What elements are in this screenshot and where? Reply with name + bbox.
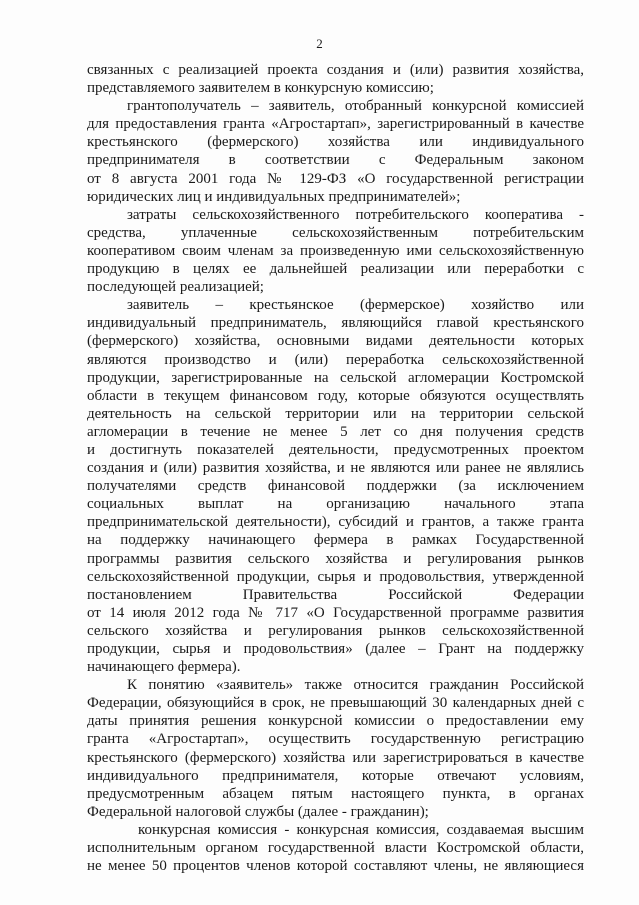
text-line: связанных с реализацией проекта создания и (или) развития хозяйства, [87, 62, 584, 78]
text-line: социальных выплат на организацию начального этапа [87, 496, 584, 513]
text-line: для предоставления гранта «Агростартап», зарегистрированный в качестве [87, 116, 584, 133]
text-line: являются производство и (или) переработка сельскохозяйственной [87, 351, 584, 368]
text-line: исполнительным органом государственной власти Костромской области, [87, 840, 584, 857]
text-line: продукции, сырья и продовольствия» (далее – Грант на поддержку [87, 641, 584, 657]
text-line: сельскохозяйственной продукции, сырья и продовольствия, утвержденной [87, 568, 584, 585]
text-line: грантополучатель – заявитель, отобранный конкурсной комиссией [127, 98, 584, 115]
text-line: индивидуального предпринимателя, которые отвечают условиям, [87, 767, 584, 784]
text-line: от 8 августа 2001 года № 129-ФЗ «О государственной регистрации [87, 170, 584, 187]
text-line: продукции, зарегистрированные на сельской агломерации Костромской [87, 369, 584, 386]
text-line: К понятию «заявитель» также относится гражданин Российской [127, 677, 584, 694]
text-line: индивидуальный предприниматель, являющийся главой крестьянского [87, 315, 584, 332]
text-line: деятельность на сельской территории или на территории сельской [87, 405, 584, 422]
text-line: гранта «Агростартап», осуществить государственную регистрацию [87, 731, 584, 748]
page-number: 2 [316, 36, 323, 51]
text-line: предпринимательской деятельности), субсидий и грантов, а также гранта [87, 514, 584, 531]
text-line: крестьянского (фермерского) хозяйства или индивидуального [87, 134, 584, 151]
text-line: на поддержку начинающего фермера в рамках Государственной [87, 532, 584, 549]
text-line: программы развития сельского хозяйства и регулирования рынков [87, 550, 584, 567]
text-line: юридических лиц и индивидуальных предпринимателей»; [87, 188, 461, 205]
text-line: области в текущем финансовом году, которые обязуются осуществлять [87, 387, 584, 404]
text-line: сельского хозяйства и регулирования рынков сельскохозяйственной [87, 622, 584, 639]
text-line: создания и (или) развития хозяйства, и не являются или ранее не являлись [87, 460, 584, 477]
text-line: даты принятия решения конкурсной комиссии о предоставлении ему [87, 713, 584, 730]
text-line: заявитель – крестьянское (фермерское) хозяйство или [127, 297, 584, 314]
text-line: получателями средств финансовой поддержки (за исключением [87, 478, 584, 495]
text-line: агломерации в течение не менее 5 лет со дня получения средств [87, 423, 584, 440]
text-line: предпринимателя в соответствии с Федеральным законом [87, 152, 584, 169]
text-line: не менее 50 процентов членов которой составляют члены, не являющиеся [87, 858, 584, 875]
text-line: (фермерского) хозяйства, основными видами деятельности которых [87, 333, 584, 350]
text-line: затраты сельскохозяйственного потребительского кооператива - [127, 206, 584, 223]
text-line: от 14 июля 2012 года № 717 «О Государственной программе развития [87, 604, 584, 621]
text-line: крестьянского (фермерского) хозяйства или зарегистрироваться в качестве [87, 749, 584, 766]
text-line: и достигнуть показателей деятельности, предусмотренных проектом [87, 441, 584, 458]
text-line: Федерации, обязующийся в срок, не превышающий 30 календарных дней с [87, 695, 584, 712]
text-line: средства, уплаченные сельскохозяйственным потребительским [87, 224, 584, 241]
text-line: последующей реализацией; [87, 279, 264, 296]
text-line: продукцию в целях ее дальнейшей реализации или переработки с [87, 261, 584, 278]
text-line: конкурсная комиссия - конкурсная комиссия, создаваемая высшим [138, 821, 584, 838]
text-line: начинающего фермера). [87, 659, 241, 676]
text-line: предусмотренным абзацем пятым настоящего пункта, в органах [87, 785, 584, 802]
text-line: постановлением Правительства Российской Федерации [87, 586, 584, 603]
document-body [87, 61, 584, 875]
text-line: Федеральной налоговой службы (далее - гражданин); [87, 803, 429, 820]
text-line: кооперативом своим членам за произведенную ими сельскохозяйственную [87, 242, 584, 259]
text-line: представляемого заявителем в конкурсную комиссию; [87, 80, 434, 97]
